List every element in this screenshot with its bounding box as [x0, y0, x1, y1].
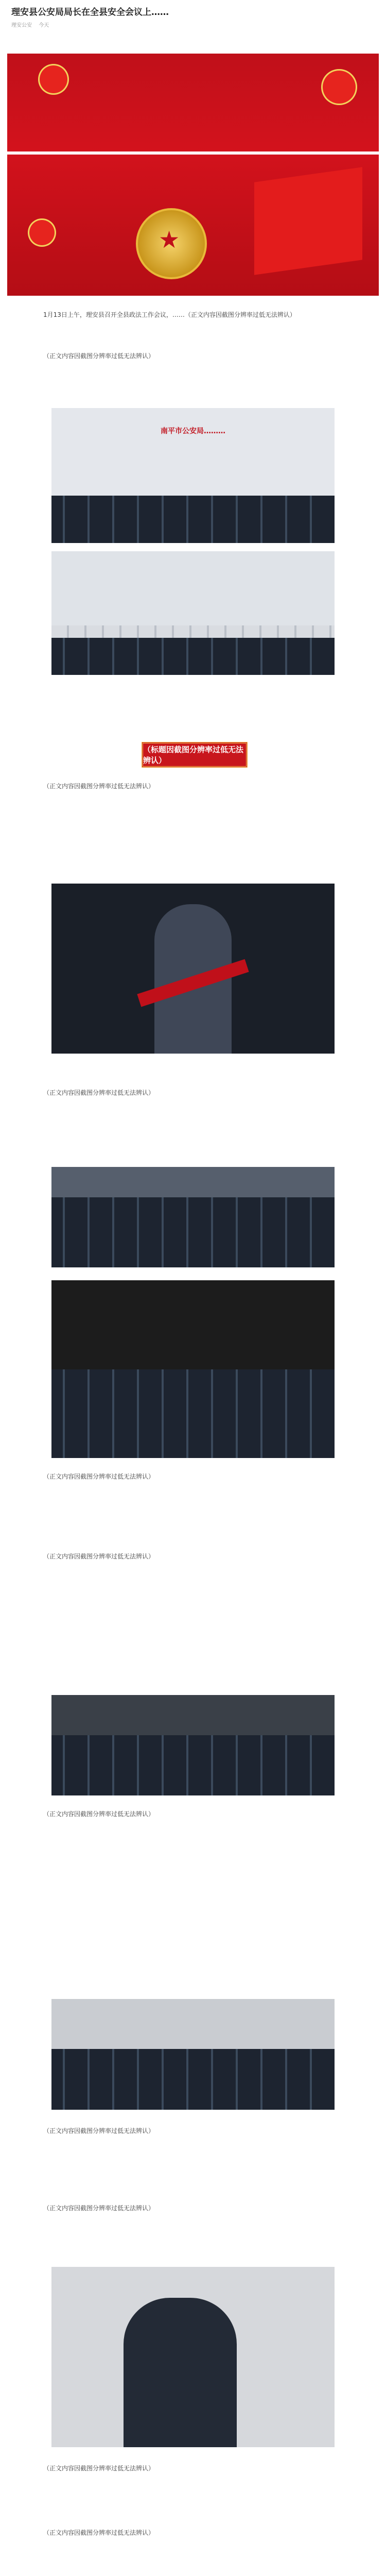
photo-field-work-1: [51, 1167, 335, 1267]
photo-officer-portrait: [51, 884, 335, 1054]
section-banner: （标题因截图分辨率过低无法辨认）: [142, 742, 248, 768]
paragraph: （正文内容因截图分辨率过低无法辨认）: [43, 2529, 155, 2536]
article-source[interactable]: 理安公安: [11, 23, 32, 28]
article-date: 今天: [39, 23, 49, 28]
hero-banner-image: [7, 54, 379, 296]
paragraph: （正文内容因截图分辨率过低无法辨认）: [43, 1810, 155, 1818]
lantern-icon: [38, 64, 69, 95]
paragraph: （正文内容因截图分辨率过低无法辨认）: [43, 783, 155, 790]
lantern-icon: [28, 218, 56, 247]
paragraph: （正文内容因截图分辨率过低无法辨认）: [43, 2465, 155, 2472]
photo-meeting-3: [51, 1695, 335, 1795]
paragraph: （正文内容因截图分辨率过低无法辨认）: [43, 2205, 155, 2212]
paragraph: （正文内容因截图分辨率过低无法辨认）: [43, 1473, 155, 1480]
paragraph: （正文内容因截图分辨率过低无法辨认）: [43, 1553, 155, 1560]
police-emblem-icon: ★: [136, 208, 207, 279]
paragraph: 1月13日上午，理安县召开全县政法工作会议，……（正文内容因截图分辨率过低无法辨认）: [43, 311, 296, 318]
photo-officer-desk: [51, 2267, 335, 2447]
hero-divider: [7, 151, 379, 155]
lantern-icon: [321, 69, 357, 105]
photo-meeting-room: [51, 551, 335, 675]
paragraph: （正文内容因截图分辨率过低无法辨认）: [43, 2127, 155, 2134]
photo-label: 南平市公安局………: [161, 427, 225, 435]
photo-meeting-hall: [51, 408, 335, 543]
photo-conference-table: [51, 1999, 335, 2110]
paragraph: （正文内容因截图分辨率过低无法辨认）: [43, 352, 155, 360]
flag-image: [254, 167, 362, 275]
paragraph: （正文内容因截图分辨率过低无法辨认）: [43, 1089, 155, 1096]
article-title: 理安县公安局局长在全县安全会议上……: [11, 7, 169, 18]
article-meta: [11, 21, 54, 28]
photo-field-work-2: [51, 1280, 335, 1458]
